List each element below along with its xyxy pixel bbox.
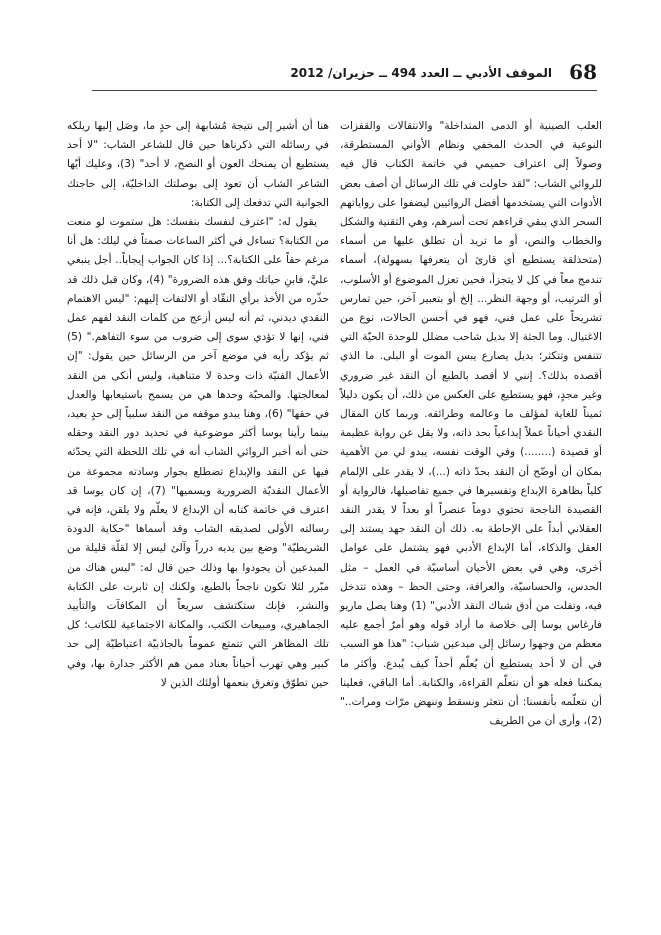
left-column: [67, 117, 329, 693]
running-title: الموقف الأدبي ــ العدد 494 ــ حزيران/ 2012: [290, 66, 552, 80]
header-rule: [92, 90, 597, 91]
right-paragraph-1: العلب الصينية أو الدمى المتداخلة" والانتقالات والقفزات النوعية في الحدث المخفي ونظام الأواني المستطرقة، وصولاً إلى اعتراف حميمي في خاتمة الكتاب قال فيه للروائي الشاب: "لقد حاولت في تلك الرسائل أن أصف بعض الأدوات التي يستخدمها أفضل الروائيين ليضفوا على رواياتهم السحر الذي يبقي قراءهم تحت أسرهم، وهي التقنية والشكل والخطاب والنص، أو ما تريد أن تطلق عليها من أسماء (متحذلقة يستطيع أي قارئ أن يتعرفها بسهولة)، أسماء تندمج معاً في كل لا يتجزأ، فحين تعزل الموضوع أو الأسلوب، أو الترتيب، أو وجهة النظر... إلخ أو بتعبير آخر، حين تمارس تشريحاً على عمل فني، فهو في أحسن الحالات، نوع من الاغتيال. وما الجثة إلا بديل شاحب مضلل للوحدة الحيّة التي تتنفس وتتكثر؛ بديل يصارع يبس الموت أو البلى. ما الذي أقصده بذلك؟. إنني لا أقصد بالطبع أن النقد غير ضروري وغير مجدٍ، فهو يستطيع على العكس من ذلك، أن يكون دليلاً ثميناً للغاية لمؤلف ما وعالمه وطرائقه. وربما كان المقال النقدي أحياناً عملاً إبداعياً بحد ذاته، ولا يقل عن رواية عظيمة أو قصيدة (........) وفي الوقت نفسه، يبدو لي من الأهمية بمكان أن أوضّح أن النقد بحدّ ذاته (...)، لا يقدر على الإلمام كلياً بظاهرة الإبداع وتفسيرها في جميع تفاصيلها، فالرواية أو القصيدة الناجحة تحتوي دوماً عنصراً أو بعداً لا يقدر النقد العقلاني أبداً على الإحاطة به. ذلك أن النقد جهد يستند إلى العقل والذكاء، أما الإبداع الأدبي فهو يشتمل على عوامل أخرى، وهي في بعض الأحيان أساسيّة في العمل – مثل الحدس، والحساسيّة، والعرافة، وحتى الحظ – وهذه تتدخل فيه، وتفلت من أدق شباك النقد الأدبي" (1) وهنا يصل ماريو فارغاس يوسا إلى خلاصة ما أراد قوله وهو أمرٌ أجمع عليه معظم من وجهوا رسائل إلى مبدعين شباب: "هذا هو السبب في أن لا أحد يستطيع أن يُعلّم أحداً كيف يُبدع. وأكثر ما يمكننا فعله هو أن نتعلّم القراءة، والكتابة. أما الباقي، فعلينا أن نتعلّمه بأنفسنا: أن نتعثر ونسقط وننهض مرّات ومرات.." (2)، وأرى أن من الطريف: [340, 120, 602, 728]
right-column: [340, 117, 602, 732]
left-paragraph-1: هنا أن أشير إلى نتيجة مُشابهة إلى حدٍ ما، وصَل إليها ريلكه في رسائله التي ذكرناها حين قال للشاعر الشاب: "لا أحد يستطيع أن يمنحك العون أو النصح، لا أحد" (3)، وعليك أيّها الشاعر الشاب أن تعود إلى بوصلتك الداخليّة، إلى حاجتك الجوانية التي تدفعك إلى الكتابة:: [67, 120, 330, 209]
page-header: [92, 58, 597, 92]
left-paragraph-2: يقول له: "اعترف لنفسك بنفسك: هل ستموت لو منعت من الكتابة؟ تساءل في أكثر الساعات صمتاً في ليلك: هل أنا مرغم حقاً على الكتابة؟... إذا كان الجواب إيجاباً.. أجل ينبغي عليَّ، فابنِ حياتك وفق هذه الضرورة" (4)، وكان قبل ذلك قد حذّره من الأخذ برأي النقّاد أو الالتفات إليهم: "ليس الاهتمام النقدي ديدني، ثم أنه ليس أزعج من كلمات النقد لفهم عمل فني، إنها لا تؤدي سوى إلى ضروب من سوء التفاهم." (5) ثم يؤكد رأيه في موضع آخر من الرسائل حين يقول: "إن الأعمال الفنيّة ذات وحدة لا متناهية، وليس أنكى من النقد لمعالجتها. والمحبّة وحدها هي من يسمح باستيعابها والعدل في حقها" (6)، وهنا يبدو موقفه من النقد سلبياً إلى حدٍ بعيد، بينما رأينا يوسا أكثر موضوعية في تحديد دور النقد وحقله حتى أنه أخبر الروائي الشاب أنه في تلك اللحظة التي يحدّثه فيها عن النقد والإبداع تضطلع بجوار وسادته مجموعة من الأعمال النقديّة الضرورية ويسميها" (7)، إن كان يوسا قد اعترف في خاتمة كتابه أن الإبداع لا يعلّم ولا يلقن، فإنه في رسالته الأولى لصديقه الشاب وقد أسماها "حكاية الدودة الشريطيّة" وضع بين يديه درراً وآلئ ليس إلا لقلّة قليلة من المبدعين أن يجودوا بها وذلك حين قال له: "ليس هناك من مبّرر لئلا تكون ناجحاً بالطبع، ولكنك إن ثابرت على الكتابة والنشر، فإنك ستكتشف سريعاً أن المكافآت والتأييد الجماهيري، ومبيعات الكتب، والمكانة الاجتماعية للكاتب؛ كل تلك المظاهر التي تتمتع عموماً بالجاذبيّة اعتباطيّة إلى حد كبير وهي تهرب أحياناً بعناد ممن هم الأكثر جدارة بها، وفي حين تطوّق وتغرق بنعمها أولئك الذين لا: [67, 216, 330, 689]
page-number: 68: [569, 60, 597, 84]
